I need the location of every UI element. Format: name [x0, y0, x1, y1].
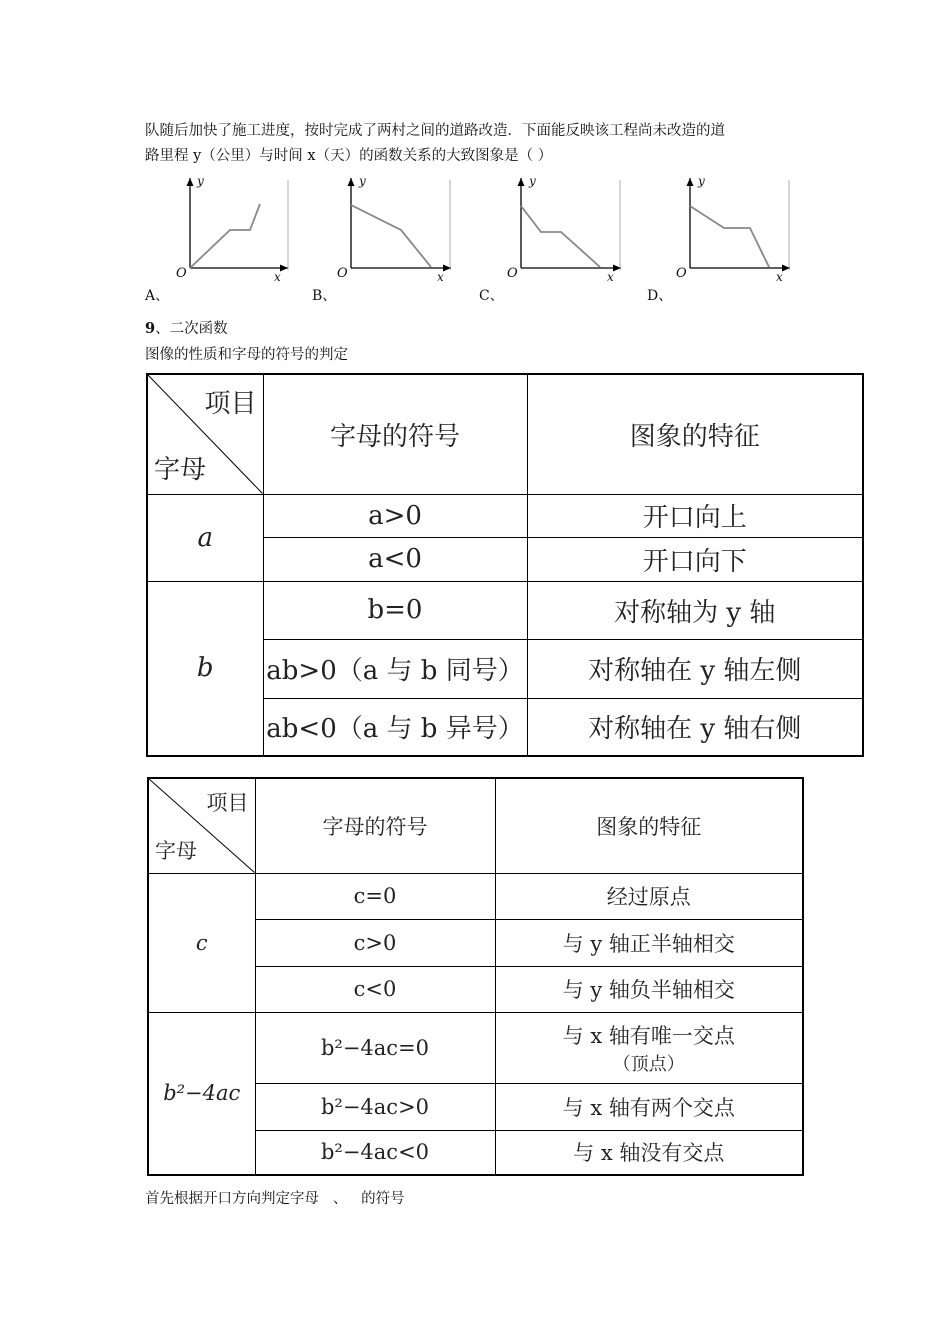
sign-cell: a<0: [263, 537, 527, 581]
coefficient-table-a-b: [146, 373, 864, 757]
coefficient-table-c-discriminant: [147, 777, 804, 1176]
option-c-label: C、: [479, 288, 504, 304]
section-title: 、二次函数: [155, 321, 228, 337]
letter-a-cell: a: [147, 494, 263, 581]
discriminant-cell: b²−4ac: [148, 1012, 255, 1175]
feature-cell: 与 x 轴有两个交点: [495, 1083, 803, 1130]
origin-label: O: [507, 266, 518, 281]
feature-text: 与 x 轴有唯一交点: [562, 1023, 735, 1048]
sign-cell: b=0: [263, 581, 527, 639]
header-letter-label: 字母: [155, 838, 197, 863]
x-axis-label: x: [776, 270, 783, 284]
feature-cell: 与 y 轴正半轴相交: [495, 919, 803, 966]
diagonal-header-cell: [147, 374, 263, 494]
sign-cell: a>0: [263, 494, 527, 537]
x-axis-label: x: [274, 270, 281, 284]
y-axis-label: y: [529, 174, 536, 188]
origin-label: O: [337, 266, 348, 281]
feature-cell: 对称轴在 y 轴右侧: [527, 698, 863, 756]
option-a-graph: [170, 170, 330, 300]
y-axis-label: y: [359, 174, 366, 188]
header-sign-column: 字母的符号: [255, 778, 495, 873]
feature-cell: 对称轴在 y 轴左侧: [527, 639, 863, 698]
feature-cell: 对称轴为 y 轴: [527, 581, 863, 639]
x-axis-label: x: [607, 270, 614, 284]
sign-cell: c>0: [255, 919, 495, 966]
sign-cell: ab<0（a 与 b 异号）: [263, 698, 527, 756]
option-d-label: D、: [647, 288, 673, 304]
feature-cell: 开口向下: [527, 537, 863, 581]
header-letter-label: 字母: [154, 454, 207, 485]
problem-text-line-1: 队随后加快了施工进度，按时完成了两村之间的道路改造．下面能反映该工程尚未改造的道: [145, 123, 725, 139]
feature-note: （顶点）: [612, 1053, 685, 1075]
sign-cell: b²−4ac<0: [255, 1130, 495, 1175]
origin-label: O: [676, 266, 687, 281]
header-item-label: 项目: [204, 389, 257, 419]
letter-b-cell: b: [147, 581, 263, 756]
origin-label: O: [176, 266, 187, 281]
section-subtitle: 图像的性质和字母的符号的判定: [145, 347, 348, 363]
option-c-graph: [503, 170, 663, 300]
option-a-label: A、: [145, 288, 170, 304]
footer-text: 首先根据开口方向判定字母 、 的符号: [145, 1191, 405, 1207]
section-heading: [145, 317, 228, 338]
diagonal-header-cell: [148, 778, 255, 873]
header-sign-column: 字母的符号: [263, 374, 527, 494]
letter-c-cell: c: [148, 873, 255, 1012]
x-axis-label: x: [437, 270, 444, 284]
feature-cell: 经过原点: [495, 873, 803, 919]
feature-cell: 与 y 轴负半轴相交: [495, 966, 803, 1012]
feature-cell: [495, 1012, 803, 1083]
header-item-label: 项目: [206, 791, 249, 815]
feature-cell: 与 x 轴没有交点: [495, 1130, 803, 1175]
header-feature-column: 图象的特征: [527, 374, 863, 494]
sign-cell: c=0: [255, 873, 495, 919]
y-axis-label: y: [698, 174, 705, 188]
option-b-graph: [333, 170, 493, 300]
option-d-graph: [672, 170, 832, 300]
sign-cell: c<0: [255, 966, 495, 1012]
feature-cell: 开口向上: [527, 494, 863, 537]
option-b-label: B、: [312, 288, 337, 304]
sign-cell: b²−4ac>0: [255, 1083, 495, 1130]
section-number: 9: [145, 320, 156, 337]
header-feature-column: 图象的特征: [495, 778, 803, 873]
y-axis-label: y: [197, 174, 204, 188]
problem-text-line-2: 路里程 y（公里）与时间 x（天）的函数关系的大致图象是（ ）: [145, 148, 553, 164]
sign-cell: b²−4ac=0: [255, 1012, 495, 1083]
sign-cell: ab>0（a 与 b 同号）: [263, 639, 527, 698]
